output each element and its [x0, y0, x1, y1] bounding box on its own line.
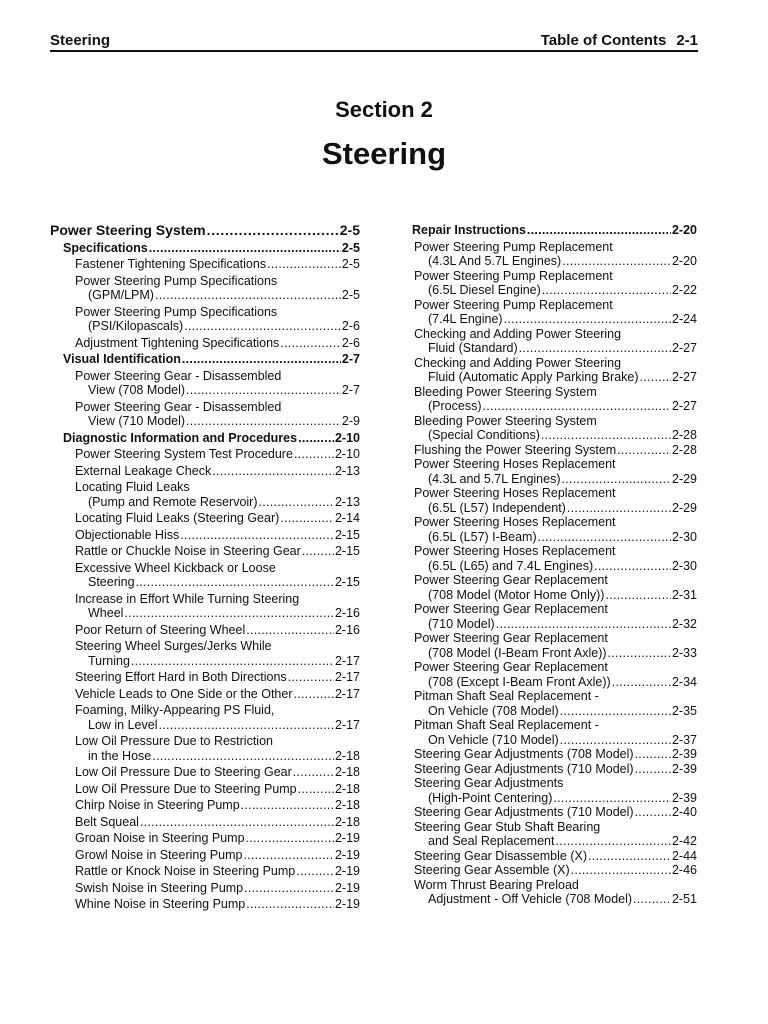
- toc-entry-text: Rattle or Knock Noise in Steering Pump: [75, 864, 296, 878]
- dot-leader: [186, 383, 341, 398]
- toc-entry: [412, 776, 697, 805]
- toc-entry: [50, 369, 360, 398]
- toc-entry-text: Locating Fluid Leaks: [75, 480, 190, 494]
- toc-entry-page: 2-17: [334, 717, 360, 732]
- toc-entry-text: (Process): [428, 399, 482, 413]
- toc-entry-text: Power Steering Gear Replacement: [414, 631, 608, 645]
- toc-entry-text: Foaming, Milky-Appearing PS Fluid,: [75, 703, 275, 717]
- dot-leader: [180, 528, 334, 543]
- toc-entry-text: Diagnostic Information and Procedures: [63, 430, 298, 445]
- toc-entry-text: Steering Wheel Surges/Jerks While: [75, 639, 272, 653]
- dot-leader: [541, 428, 671, 443]
- toc-entry: [412, 689, 697, 718]
- toc-entry-page: 2-5: [341, 240, 360, 255]
- dot-leader: [633, 892, 671, 907]
- toc-entry-page: 2-9: [341, 414, 360, 428]
- toc-entry-text: Power Steering Hoses Replacement: [414, 457, 616, 471]
- toc-entry: [50, 511, 360, 526]
- dot-leader: [280, 511, 334, 526]
- toc-entry-text: Excessive Wheel Kickback or Loose: [75, 560, 276, 575]
- toc-entry-page: 2-27: [671, 399, 697, 413]
- toc-entry-page: 2-6: [341, 335, 360, 350]
- toc-entry-text: Power Steering System: [50, 222, 206, 238]
- toc-entry-page: 2-17: [334, 653, 360, 668]
- toc-entry-text: (High-Point Centering): [428, 790, 553, 805]
- toc-entry-page: 2-32: [671, 616, 697, 631]
- dot-leader: [243, 848, 334, 863]
- toc-entry-text: (708 (Except I-Beam Front Axle)): [428, 674, 611, 689]
- toc-entry-text: Power Steering Pump Replacement: [414, 239, 613, 254]
- toc-entry-page: 2-37: [671, 732, 697, 747]
- toc-entry-text: Fastener Tightening Specifications: [75, 257, 267, 271]
- toc-entry-page: 2-42: [671, 834, 697, 848]
- dot-leader: [555, 834, 670, 849]
- toc-entry: [50, 592, 360, 621]
- toc-entry: [50, 274, 360, 303]
- toc-entry-page: 2-10: [334, 430, 360, 445]
- toc-entry-text: Power Steering Pump Specifications: [75, 304, 278, 319]
- toc-entry: [50, 223, 360, 238]
- toc-entry: [412, 515, 697, 544]
- toc-entry: [50, 480, 360, 509]
- toc-entry: [50, 798, 360, 813]
- toc-entry: [412, 327, 697, 356]
- dot-leader: [542, 283, 671, 298]
- toc-entry-text: (6.5L (L57) I-Beam): [428, 529, 537, 544]
- toc-entry-text: Power Steering Pump Replacement: [414, 297, 613, 312]
- toc-entry: [412, 762, 697, 777]
- toc-entry-text: Objectionable Hiss: [75, 527, 180, 542]
- dot-leader: [207, 223, 339, 238]
- toc-entry-text: Visual Identification: [63, 352, 181, 366]
- toc-entry-page: 2-18: [334, 798, 360, 812]
- dot-leader: [560, 733, 671, 748]
- toc-entry-text: Fluid (Automatic Apply Parking Brake): [428, 370, 639, 384]
- toc-entry: [50, 765, 360, 780]
- toc-entry-page: 2-30: [671, 529, 697, 544]
- toc-entry-text: On Vehicle (708 Model): [428, 703, 559, 718]
- toc-entry-text: View (710 Model): [88, 414, 186, 428]
- toc-entry-text: Steering Gear Adjustments (708 Model): [414, 747, 634, 761]
- toc-entry: [50, 352, 360, 367]
- dot-leader: [182, 352, 341, 367]
- toc-entry-text: (4.3L and 5.7L Engines): [428, 471, 561, 486]
- dot-leader: [246, 831, 334, 846]
- dot-leader: [140, 815, 334, 830]
- toc-entry: [412, 240, 697, 269]
- toc-entry-page: 2-46: [671, 863, 697, 877]
- dot-leader: [608, 646, 671, 661]
- toc-entry-text: Low Oil Pressure Due to Steering Gear: [75, 765, 292, 779]
- toc-entry-text: Pitman Shaft Seal Replacement -: [414, 689, 599, 703]
- dot-leader: [259, 495, 334, 510]
- toc-entry-text: Bleeding Power Steering System: [414, 413, 597, 428]
- toc-entry-text: in the Hose: [88, 748, 152, 763]
- toc-entry-text: Power Steering Hoses Replacement: [414, 486, 616, 500]
- toc-entry-page: 2-17: [334, 686, 360, 701]
- toc-entry-text: View (708 Model): [88, 383, 186, 397]
- toc-entry-page: 2-28: [671, 428, 697, 442]
- toc-entry-text: Power Steering Gear Replacement: [414, 602, 608, 616]
- dot-leader: [640, 370, 671, 385]
- toc-entry-text: Low Oil Pressure Due to Steering Pump: [75, 781, 297, 796]
- toc-entry-text: Power Steering Hoses Replacement: [414, 544, 616, 558]
- toc-entry-text: Groan Noise in Steering Pump: [75, 831, 245, 845]
- toc-entry-page: 2-18: [334, 814, 360, 829]
- dot-leader: [280, 336, 341, 351]
- toc-entry-page: 2-51: [671, 892, 697, 906]
- toc-entry: [412, 486, 697, 515]
- dot-leader: [635, 805, 671, 820]
- toc-entry: [412, 223, 697, 238]
- toc-entry: [50, 528, 360, 543]
- toc-entry: [50, 400, 360, 429]
- dot-leader: [131, 654, 334, 669]
- toc-entry-text: Steering Effort Hard in Both Directions: [75, 670, 287, 684]
- toc-entry: [412, 457, 697, 486]
- toc-entry-text: (Special Conditions): [428, 428, 540, 442]
- section-label: Section 2: [335, 97, 433, 122]
- dot-leader: [159, 718, 334, 733]
- dot-leader: [293, 765, 334, 780]
- toc-entry-page: 2-22: [671, 283, 697, 297]
- toc-entry-page: 2-19: [334, 864, 360, 878]
- dot-leader: [186, 414, 341, 429]
- toc-entry: [50, 703, 360, 732]
- toc-entry-text: Pitman Shaft Seal Replacement -: [414, 718, 599, 732]
- toc-entry-page: 2-19: [334, 831, 360, 845]
- toc-entry-text: Low Oil Pressure Due to Restriction: [75, 734, 273, 748]
- toc-entry-page: 2-10: [334, 447, 360, 461]
- toc-entry-page: 2-31: [671, 587, 697, 602]
- toc-entry-text: Vehicle Leads to One Side or the Other: [75, 686, 293, 701]
- toc-entry-text: Repair Instructions: [412, 223, 526, 237]
- toc-entry-text: External Leakage Check: [75, 463, 212, 478]
- toc-entry-page: 2-29: [671, 500, 697, 515]
- toc-entry-text: (PSI/Kilopascals): [88, 319, 184, 333]
- toc-entry-text: Increase in Effort While Turning Steering: [75, 591, 300, 606]
- toc-entry-text: Power Steering Gear Replacement: [414, 573, 608, 587]
- toc-entry-page: 2-13: [334, 494, 360, 509]
- toc-entry: [50, 670, 360, 685]
- toc-entry: [412, 443, 697, 458]
- toc-entry: [412, 414, 697, 443]
- toc-entry-text: Power Steering Pump Replacement: [414, 268, 613, 283]
- toc-entry: [50, 336, 360, 351]
- dot-leader: [212, 464, 334, 479]
- toc-entry-page: 2-19: [334, 897, 360, 911]
- toc-entry-page: 2-16: [334, 606, 360, 620]
- dot-leader: [538, 530, 671, 545]
- toc-entry: [412, 660, 697, 689]
- toc-entry-text: Steering Gear Adjustments (710 Model): [414, 761, 634, 776]
- toc-entry: [412, 356, 697, 385]
- dot-leader: [296, 864, 334, 879]
- toc-label: Table of Contents: [540, 32, 667, 49]
- toc-entry: [50, 687, 360, 702]
- toc-entry-text: Worm Thrust Bearing Preload: [414, 877, 579, 892]
- dot-leader: [155, 288, 341, 303]
- toc-entry-text: and Seal Replacement: [428, 834, 555, 848]
- dot-leader: [184, 319, 341, 334]
- toc-entry-text: Wheel: [88, 606, 124, 620]
- toc-entry-text: Poor Return of Steering Wheel: [75, 622, 246, 637]
- toc-left-column: [50, 223, 360, 914]
- toc-entry-page: 2-44: [671, 848, 697, 863]
- toc-entry: [50, 848, 360, 863]
- page-number: 2-1: [676, 32, 698, 49]
- toc-entry: [50, 639, 360, 668]
- dot-leader: [588, 849, 671, 864]
- dot-leader: [294, 447, 334, 462]
- toc-entry-text: Low in Level: [88, 717, 158, 732]
- dot-leader: [562, 254, 671, 269]
- toc-entry: [50, 881, 360, 896]
- toc-entry-page: 2-18: [334, 781, 360, 796]
- dot-leader: [294, 687, 334, 702]
- toc-entry-page: 2-17: [334, 670, 360, 684]
- toc-entry-page: 2-39: [671, 790, 697, 805]
- toc-entry-page: 2-15: [334, 527, 360, 542]
- toc-entry-text: Power Steering Pump Specifications: [75, 273, 278, 288]
- toc-entry-text: Adjustment Tightening Specifications: [75, 335, 280, 350]
- toc-entry-page: 2-20: [671, 223, 697, 237]
- toc-entry-page: 2-5: [341, 288, 360, 302]
- toc-entry: [412, 863, 697, 878]
- dot-leader: [302, 544, 334, 559]
- toc-entry-page: 2-24: [671, 312, 697, 326]
- toc-entry-text: Flushing the Power Steering System: [414, 442, 617, 457]
- toc-entry: [50, 447, 360, 462]
- toc-entry-page: 2-35: [671, 703, 697, 718]
- toc-entry-text: Bleeding Power Steering System: [414, 384, 597, 399]
- toc-entry-page: 2-19: [334, 847, 360, 862]
- section-title: Steering: [321, 136, 447, 171]
- toc-entry-text: (708 Model (I-Beam Front Axle)): [428, 645, 607, 660]
- toc-entry: [50, 734, 360, 763]
- page-header: [50, 30, 698, 52]
- toc-entry: [412, 849, 697, 864]
- toc-entry-page: 2-6: [341, 319, 360, 333]
- dot-leader: [594, 559, 671, 574]
- dot-leader: [267, 257, 341, 272]
- dot-leader: [244, 881, 334, 896]
- toc-right-column: [412, 223, 697, 907]
- toc-entry-text: (7.4L Engine): [428, 312, 503, 326]
- toc-entry: [50, 241, 360, 256]
- toc-entry-text: Turning: [88, 653, 130, 668]
- toc-entry-text: Fluid (Standard): [428, 341, 518, 355]
- toc-entry: [412, 385, 697, 414]
- toc-entry: [50, 305, 360, 334]
- toc-entry-text: Locating Fluid Leaks (Steering Gear): [75, 511, 280, 525]
- toc-entry-page: 2-39: [671, 761, 697, 776]
- toc-entry-page: 2-29: [671, 471, 697, 486]
- toc-entry-text: (Pump and Remote Reservoir): [88, 494, 258, 509]
- toc-entry-page: 2-20: [671, 254, 697, 268]
- toc-entry-text: Swish Noise in Steering Pump: [75, 880, 244, 895]
- toc-entry-page: 2-7: [341, 383, 360, 397]
- toc-entry-page: 2-15: [334, 575, 360, 589]
- toc-entry: [50, 782, 360, 797]
- toc-entry-text: Rattle or Chuckle Noise in Steering Gear: [75, 544, 301, 558]
- toc-entry-text: (6.5L Diesel Engine): [428, 283, 541, 297]
- dot-leader: [605, 588, 671, 603]
- toc-entry: [50, 815, 360, 830]
- dot-leader: [298, 431, 334, 446]
- toc-entry-text: Power Steering Hoses Replacement: [414, 515, 616, 529]
- dot-leader: [241, 798, 334, 813]
- toc-entry: [50, 257, 360, 272]
- toc-entry: [50, 864, 360, 879]
- toc-entry-page: 2-30: [671, 558, 697, 573]
- dot-leader: [246, 897, 334, 912]
- toc-entry-page: 2-40: [671, 805, 697, 819]
- toc-entry-text: Steering: [88, 575, 135, 589]
- toc-entry: [412, 269, 697, 298]
- toc-entry-text: Growl Noise in Steering Pump: [75, 847, 243, 862]
- dot-leader: [152, 749, 334, 764]
- toc-entry-page: 2-27: [671, 341, 697, 355]
- toc-entry-text: Power Steering Gear - Disassembled: [75, 368, 282, 383]
- dot-leader: [560, 704, 671, 719]
- toc-entry-text: (6.5L (L65) and 7.4L Engines): [428, 558, 594, 573]
- toc-entry-text: Belt Squeal: [75, 814, 139, 829]
- dot-leader: [617, 443, 671, 458]
- toc-entry-page: 2-13: [334, 463, 360, 478]
- dot-leader: [288, 670, 334, 685]
- dot-leader: [298, 782, 334, 797]
- toc-entry-page: 2-19: [334, 880, 360, 895]
- toc-entry-text: Checking and Adding Power Steering: [414, 355, 622, 370]
- toc-entry-text: (710 Model): [428, 616, 495, 631]
- toc-entry-text: Specifications: [63, 240, 148, 255]
- toc-entry-page: 2-5: [339, 222, 360, 238]
- toc-entry-text: (708 Model (Motor Home Only)): [428, 587, 605, 602]
- dot-leader: [246, 623, 334, 638]
- toc-entry: [50, 561, 360, 590]
- toc-entry-text: Checking and Adding Power Steering: [414, 326, 622, 341]
- toc-entry-text: Steering Gear Disassemble (X): [414, 848, 587, 863]
- toc-entry: [50, 464, 360, 479]
- toc-entry-page: 2-39: [671, 747, 697, 761]
- toc-entry-page: 2-7: [341, 352, 360, 366]
- toc-entry: [50, 431, 360, 446]
- toc-entry-page: 2-18: [334, 748, 360, 763]
- toc-entry: [412, 631, 697, 660]
- header-right: [541, 32, 698, 49]
- toc-entry-text: (4.3L And 5.7L Engines): [428, 254, 562, 268]
- toc-entry-page: 2-33: [671, 645, 697, 660]
- toc-entry: [412, 718, 697, 747]
- toc-entry-text: Power Steering Gear - Disassembled: [75, 399, 282, 414]
- dot-leader: [635, 762, 671, 777]
- dot-leader: [149, 241, 341, 256]
- toc-entry-text: On Vehicle (710 Model): [428, 732, 559, 747]
- dot-leader: [527, 223, 671, 238]
- chapter-name: Steering: [50, 32, 111, 49]
- toc-entry-text: Steering Gear Assemble (X): [414, 863, 570, 877]
- toc-entry-page: 2-14: [334, 511, 360, 525]
- header-rule: [50, 50, 698, 52]
- toc-entry-text: Whine Noise in Steering Pump: [75, 897, 246, 911]
- toc-entry: [412, 602, 697, 631]
- dot-leader: [635, 747, 671, 762]
- toc-entry-text: Chirp Noise in Steering Pump: [75, 798, 240, 812]
- dot-leader: [567, 501, 671, 516]
- toc-entry-text: Power Steering System Test Procedure: [75, 447, 293, 461]
- toc-entry-text: (GPM/LPM): [88, 288, 154, 302]
- toc-entry-page: 2-34: [671, 674, 697, 689]
- toc-entry: [50, 623, 360, 638]
- toc-entry-text: Steering Gear Stub Shaft Bearing: [414, 819, 601, 834]
- toc-entry-text: Power Steering Gear Replacement: [414, 660, 608, 674]
- dot-leader: [496, 617, 671, 632]
- dot-leader: [482, 399, 670, 414]
- toc-entry-page: 2-16: [334, 622, 360, 637]
- toc-entry: [412, 878, 697, 907]
- dot-leader: [612, 675, 671, 690]
- dot-leader: [562, 472, 671, 487]
- toc-entry: [50, 544, 360, 559]
- toc-entry: [412, 820, 697, 849]
- toc-entry-page: 2-15: [334, 544, 360, 558]
- toc-entry: [412, 298, 697, 327]
- toc-entry-page: 2-28: [671, 442, 697, 457]
- toc-entry: [412, 544, 697, 573]
- toc-entry-page: 2-27: [671, 370, 697, 384]
- toc-entry-text: Adjustment - Off Vehicle (708 Model): [428, 892, 633, 906]
- dot-leader: [571, 863, 671, 878]
- toc-entry-text: (6.5L (L57) Independent): [428, 500, 566, 515]
- toc-entry: [412, 805, 697, 820]
- toc-entry: [412, 747, 697, 762]
- dot-leader: [553, 791, 671, 806]
- toc-entry-page: 2-5: [341, 257, 360, 271]
- toc-entry-page: 2-18: [334, 765, 360, 779]
- dot-leader: [504, 312, 671, 327]
- toc-entry: [412, 573, 697, 602]
- dot-leader: [124, 606, 334, 621]
- dot-leader: [136, 575, 334, 590]
- toc-entry-text: Steering Gear Adjustments: [414, 776, 564, 790]
- toc-entry: [50, 831, 360, 846]
- toc-entry-text: Steering Gear Adjustments (710 Model): [414, 805, 634, 819]
- toc-entry: [50, 897, 360, 912]
- dot-leader: [519, 341, 671, 356]
